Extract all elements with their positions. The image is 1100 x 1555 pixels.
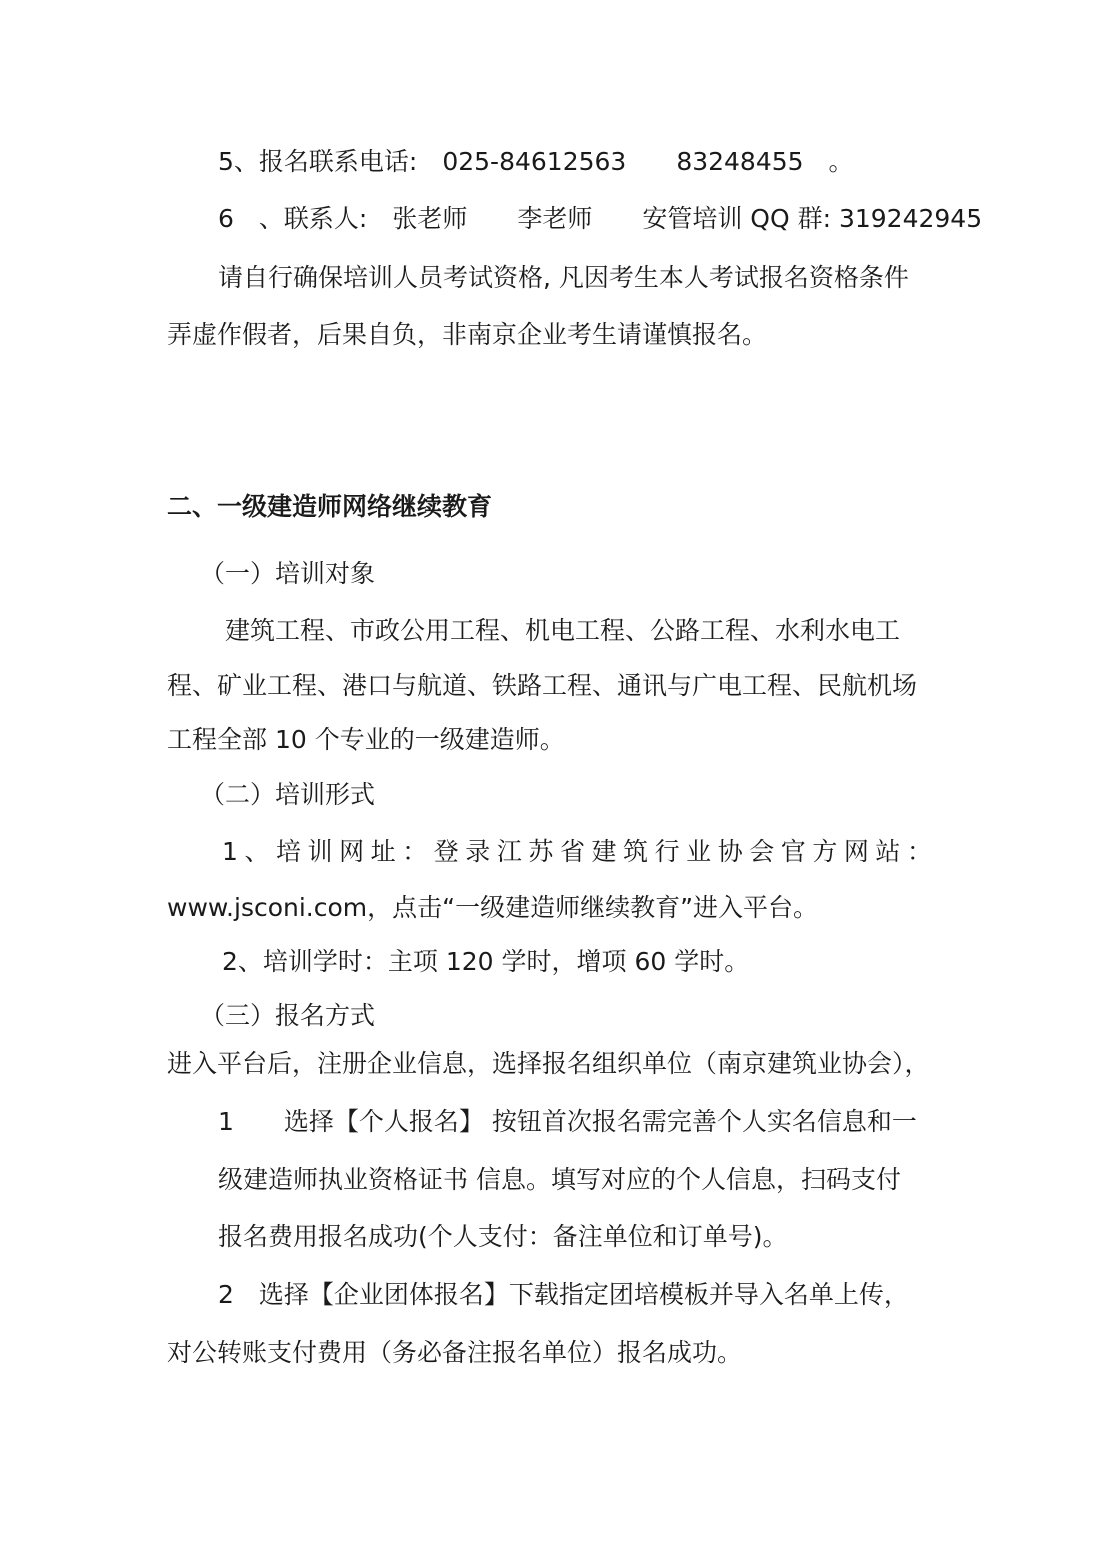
targets-line-1: 建筑工程、市政公用工程、机电工程、公路工程、水利水电工 xyxy=(225,616,901,645)
website-line-1: 1、培训网址：登录江苏省建筑行业协会官方网站： xyxy=(222,837,932,866)
registration-subheading: （三）报名方式 xyxy=(200,1001,376,1030)
website-line-2: www.jsconi.com，点击“一级建造师继续教育”进入平台。 xyxy=(167,893,819,922)
targets-line-3: 工程全部 10 个专业的一级建造师。 xyxy=(167,725,565,754)
notice-line-1: 请自行确保培训人员考试资格, 凡因考生本人考试报名资格条件 xyxy=(218,263,909,292)
contact-line: 6 、联系人: 张老师 李老师 安管培训 QQ 群: 319242945 xyxy=(218,204,983,233)
phone-line: 5、报名联系电话: 025-84612563 83248455 。 xyxy=(218,147,854,176)
targets-line-2: 程、矿业工程、港口与航道、铁路工程、通讯与广电工程、民航机场 xyxy=(167,671,918,700)
format-subheading: （二）培训形式 xyxy=(200,780,376,809)
targets-subheading: （一）培训对象 xyxy=(200,559,376,588)
registration-intro: 进入平台后，注册企业信息，选择报名组织单位（南京建筑业协会）， xyxy=(167,1049,930,1078)
group-line-2: 对公转账支付费用（务必备注报名单位）报名成功。 xyxy=(167,1338,743,1367)
group-line-1: 2 选择【企业团体报名】下载指定团培模板并导入名单上传， xyxy=(218,1280,909,1309)
personal-line-1: 1 选择【个人报名】 按钮首次报名需完善个人实名信息和一 xyxy=(218,1107,917,1136)
hours-line: 2、培训学时：主项 120 学时，增项 60 学时。 xyxy=(222,947,750,976)
personal-line-3: 报名费用报名成功(个人支付：备注单位和订单号)。 xyxy=(218,1222,788,1251)
notice-line-2: 弄虚作假者，后果自负，非南京企业考生请谨慎报名。 xyxy=(167,320,768,349)
section-heading: 二、一级建造师网络继续教育 xyxy=(167,492,493,521)
personal-line-2: 级建造师执业资格证书 信息。填写对应的个人信息，扫码支付 xyxy=(218,1165,901,1194)
